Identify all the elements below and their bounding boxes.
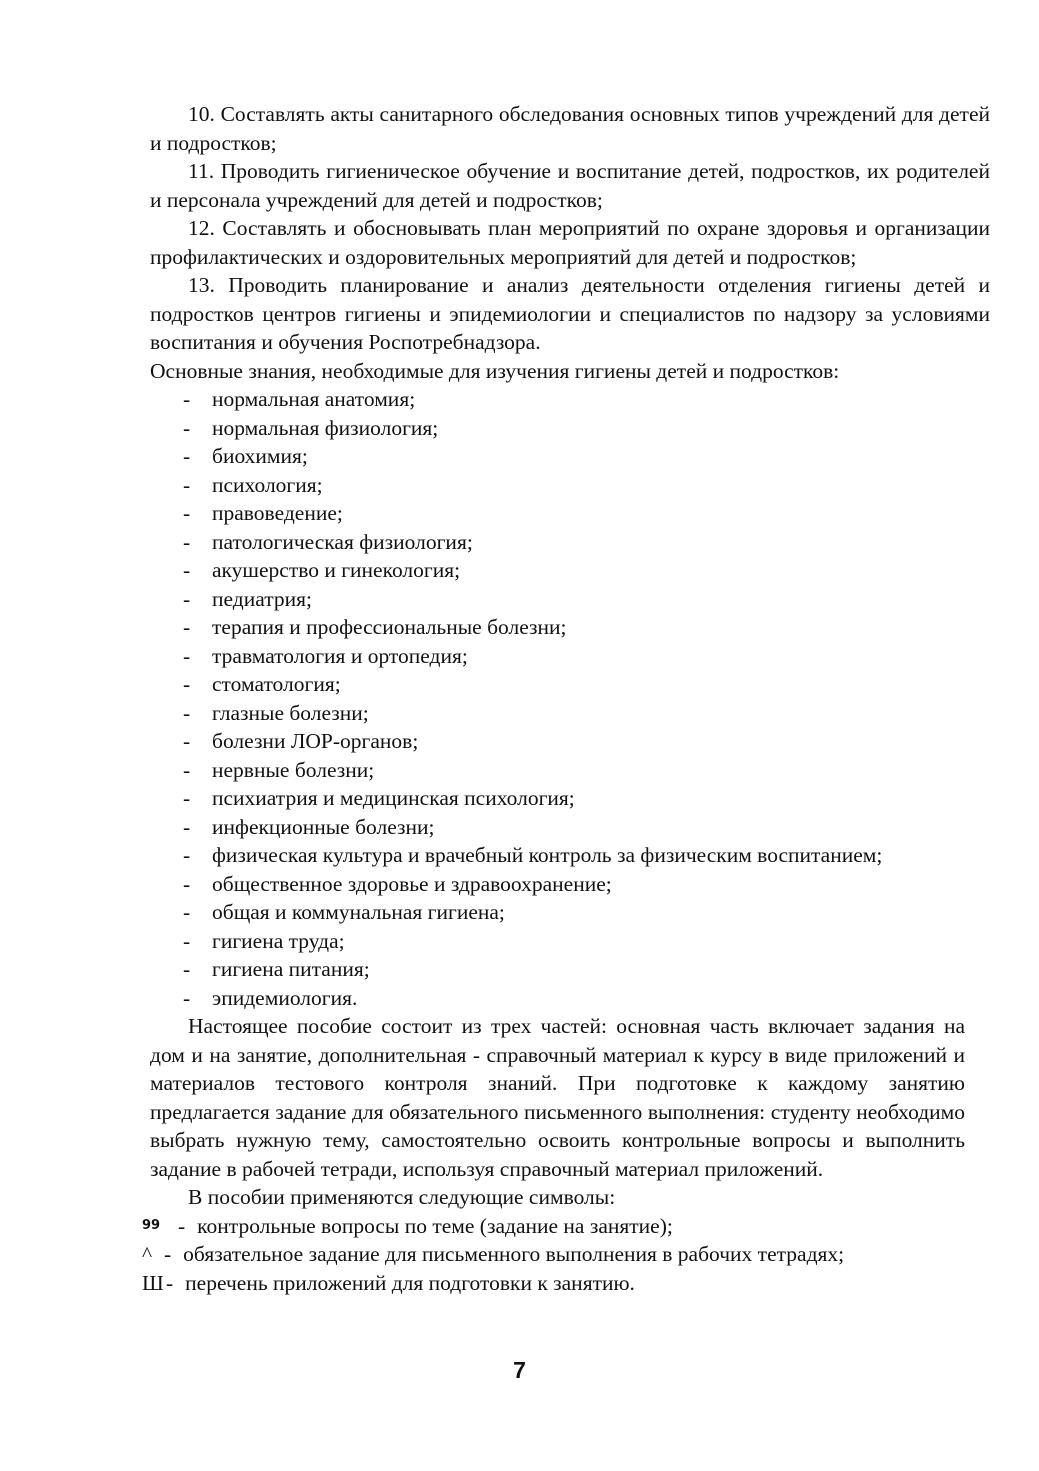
skill-item-12: 12. Составлять и обосновывать план мероприятий по охране здоровья и организации профилактических и оздоровительных мероприятий для детей и подростков; (150, 216, 990, 269)
bullet-dash: - (183, 643, 191, 668)
bullet-dash: - (183, 786, 191, 810)
list-item (150, 841, 990, 870)
subject-label: эпидемиология. (212, 985, 358, 1010)
subject-label: психология; (212, 472, 323, 497)
symbol-row-appendices (142, 1269, 990, 1298)
page-number: 7 (513, 1357, 526, 1383)
bullet-dash: - (183, 700, 191, 725)
subject-label: физическая культура и врачебный контроль за физическим воспитанием; (212, 843, 883, 867)
bullet-dash: - (183, 387, 191, 411)
list-item (150, 927, 990, 956)
symbol-separator: - (178, 1213, 186, 1238)
subject-label: гигиена питания; (212, 957, 370, 981)
bullet-dash: - (183, 900, 191, 924)
symbols-intro: В пособии применяются следующие символы: (188, 1185, 616, 1209)
list-item (150, 385, 990, 414)
subject-label: травматология и ортопедия; (212, 643, 468, 668)
manual-description: Настоящее пособие состоит из трех частей: основная часть включает задания на дом и на занятие, дополнительная - справочный материал к курсу в виде приложений и материалов тестового контроля знаний. При подготовке к каждому занятию предлагается задание для обязательного письменного выполнения: студенту необходимо выбрать нужную тему, самостоятельно освоить контрольные вопросы и выполнить задание в рабочей тетради, используя справочный материал приложений. (150, 1014, 965, 1181)
subject-label: общая и коммунальная гигиена; (212, 900, 505, 924)
list-item (150, 613, 990, 642)
bullet-dash: - (183, 814, 191, 839)
bullet-dash: - (183, 501, 191, 525)
list-item (150, 585, 990, 614)
bullet-dash: - (183, 729, 191, 753)
subject-label: патологическая физиология; (212, 529, 473, 554)
bullet-dash: - (183, 529, 191, 554)
symbol-separator: - (166, 1270, 174, 1295)
subjects-list (150, 385, 990, 1012)
subject-label: правоведение; (212, 501, 343, 525)
symbol-row-questions (142, 1212, 990, 1241)
bullet-dash: - (183, 586, 191, 611)
book-symbol-icon: Ш (142, 1270, 164, 1295)
subject-label: терапия и профессиональные болезни; (212, 615, 567, 639)
bullet-dash: - (183, 472, 191, 497)
list-item (150, 642, 990, 671)
bullet-dash: - (183, 558, 191, 582)
symbols-legend (142, 1212, 990, 1298)
subject-label: биохимия; (212, 444, 308, 468)
list-item (150, 727, 990, 756)
subject-label: акушерство и гинекология; (212, 558, 461, 582)
subject-label: глазные болезни; (212, 700, 369, 725)
symbol-row-written-task (142, 1240, 990, 1269)
subject-label: нормальная анатомия; (212, 387, 416, 411)
skill-item-10: 10. Составлять акты санитарного обследования основных типов учреждений для детей и подростков; (150, 102, 990, 155)
list-item (150, 784, 990, 813)
symbol-description: контрольные вопросы по теме (задание на занятие); (197, 1213, 673, 1238)
list-item (150, 528, 990, 557)
bullet-dash: - (183, 615, 191, 639)
skill-item-11: 11. Проводить гигиеническое обучение и воспитание детей, подростков, их родителей и персонала учреждений для детей и подростков; (150, 159, 990, 212)
symbol-description: обязательное задание для письменного выполнения в рабочих тетрадях; (183, 1242, 845, 1266)
subject-label: стоматология; (212, 672, 341, 696)
list-item (150, 955, 990, 984)
bullet-dash: - (183, 985, 191, 1010)
symbol-description: перечень приложений для подготовки к занятию. (185, 1270, 635, 1295)
list-item (150, 984, 990, 1013)
list-item (150, 756, 990, 785)
list-item (150, 414, 990, 443)
bullet-dash: - (183, 843, 191, 867)
subject-label: инфекционные болезни; (212, 814, 435, 839)
list-item (150, 898, 990, 927)
bullet-dash: - (183, 757, 191, 782)
list-item (150, 499, 990, 528)
bullet-dash: - (183, 444, 191, 468)
questions-symbol-icon: 99 (142, 1217, 161, 1233)
list-item (150, 442, 990, 471)
knowledge-intro: Основные знания, необходимые для изучения гигиены детей и подростков: (150, 358, 840, 383)
list-item (150, 556, 990, 585)
bullet-dash: - (183, 928, 191, 953)
skill-item-13: 13. Проводить планирование и анализ деятельности отделения гигиены детей и подростков центров гигиены и эпидемиологии и специалистов по надзору за условиями воспитания и обучения Роспотребнадзора. (150, 273, 990, 354)
list-item (150, 471, 990, 500)
list-item (150, 670, 990, 699)
subject-label: гигиена труда; (212, 928, 345, 953)
caret-symbol-icon: ^ (142, 1242, 153, 1266)
list-item (150, 870, 990, 899)
subject-label: нормальная физиология; (212, 415, 439, 440)
bullet-dash: - (183, 672, 191, 696)
subject-label: общественное здоровье и здравоохранение; (212, 871, 612, 896)
document-page (142, 100, 990, 1297)
bullet-dash: - (183, 957, 191, 981)
subject-label: педиатрия; (212, 586, 312, 611)
list-item (150, 813, 990, 842)
subject-label: психиатрия и медицинская психология; (212, 786, 575, 810)
bullet-dash: - (183, 415, 191, 440)
bullet-dash: - (183, 871, 191, 896)
symbol-separator: - (164, 1242, 172, 1266)
subject-label: нервные болезни; (212, 757, 375, 782)
subject-label: болезни ЛОР-органов; (212, 729, 419, 753)
list-item (150, 699, 990, 728)
